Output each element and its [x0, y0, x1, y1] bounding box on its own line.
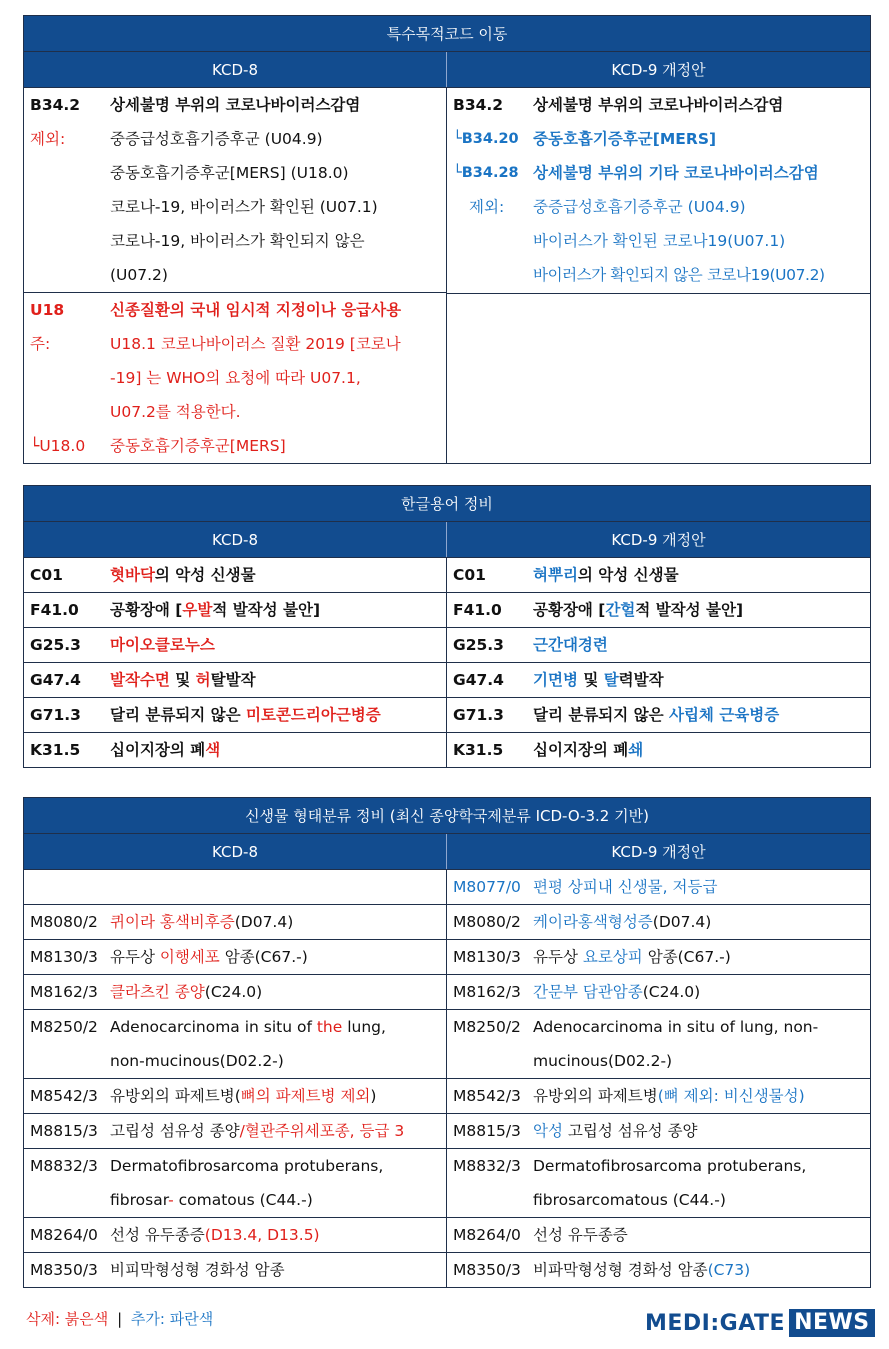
term-line [110, 1183, 446, 1217]
kcd8-cell [24, 1253, 447, 1288]
korean-terms-table [23, 485, 871, 768]
table-row [24, 1114, 871, 1149]
term-line [533, 940, 870, 974]
kcd9-cell [447, 1010, 871, 1079]
code: M8162/3 [30, 983, 98, 1001]
term [533, 1253, 870, 1287]
kcd8-cell [24, 558, 447, 593]
kcd8-cell [24, 905, 447, 940]
exclusion-line: 중증급성호흡기증후군 (U04.9) [533, 198, 746, 216]
subcode: └B34.28 [453, 165, 519, 181]
note-line: U18.1 코로나바이러스 질환 2019 [코로나 [110, 335, 401, 353]
code: M8815/3 [453, 1122, 521, 1140]
kcd9-cell [447, 733, 871, 768]
kcd9-cell [447, 663, 871, 698]
term-text: 의 악성 신생물 [577, 566, 679, 584]
term [110, 1079, 446, 1113]
term-text: 고립성 섬유성 종양 [562, 1122, 698, 1140]
term [110, 1010, 446, 1078]
kcd8-cell [24, 593, 447, 628]
term-text: 선성 유두종증 [110, 1226, 205, 1244]
table-row [24, 698, 871, 733]
deleted-term: (D13.4, D13.5) [204, 1226, 320, 1244]
kcd9-b34-cell [447, 88, 871, 464]
term-text: (C24.0) [204, 983, 263, 1001]
term-text: 고립성 섬유성 종양 [110, 1122, 240, 1140]
term [533, 870, 870, 904]
term [533, 1218, 870, 1252]
subcode: └B34.20 [453, 131, 519, 147]
term-line [110, 1044, 446, 1078]
exclusion-label: 제외: [30, 130, 66, 148]
column-header-kcd9: KCD-9 개정안 [447, 834, 871, 870]
term [533, 593, 870, 627]
term-text: 유두상 [533, 948, 583, 966]
code: G25.3 [30, 636, 81, 654]
term [110, 698, 446, 732]
entry [447, 698, 870, 732]
kcd9-cell [447, 1218, 871, 1253]
exclusion-line: 중증급성호흡기증후군 (U04.9) [110, 130, 323, 148]
term-line [110, 905, 446, 939]
kcd8-u18-cell [24, 293, 447, 464]
entry [24, 663, 446, 697]
code: G71.3 [30, 706, 81, 724]
legend-added: 추가: 파란색 [130, 1310, 214, 1328]
exclusion-label: 제외: [469, 198, 505, 216]
added-term: 탈 [603, 671, 619, 689]
added-term: 케이라홍색형성증 [533, 913, 653, 931]
code: U18 [30, 301, 65, 319]
column-header-kcd9: KCD-9 개정안 [447, 522, 871, 558]
term-text: 달리 분류되지 않은 [533, 706, 669, 724]
code: M8264/0 [453, 1226, 521, 1244]
table-row [24, 1149, 871, 1218]
term-text: ) [370, 1087, 377, 1105]
code-name: 신종질환의 국내 임시적 지정이나 응급사용 [110, 301, 402, 319]
table-row [24, 628, 871, 663]
code: B34.2 [30, 96, 81, 114]
term-line [110, 1253, 446, 1287]
code: M8542/3 [453, 1087, 521, 1105]
added-term: 근간대경련 [533, 636, 608, 654]
entry [447, 1010, 870, 1078]
deleted-term: 혓바닥 [110, 566, 155, 584]
added-term: 간문부 담관암종 [533, 983, 643, 1001]
term-line [533, 1010, 870, 1044]
code: K31.5 [30, 741, 81, 759]
code-name: 상세불명 부위의 코로나바이러스감염 [110, 96, 361, 114]
deleted-term: 색 [205, 741, 221, 759]
table-row [24, 558, 871, 593]
term-text: 십이지장의 폐 [533, 741, 629, 759]
legend-deleted: 삭제: 붉은색 [26, 1310, 109, 1328]
entry [24, 593, 446, 627]
table-row [24, 1079, 871, 1114]
term [110, 905, 446, 939]
term-line [533, 870, 870, 904]
kcd9-cell [447, 1149, 871, 1218]
kcd8-cell [24, 663, 447, 698]
subcode-name: 중동호흡기증후군[MERS] [533, 130, 717, 148]
term [533, 628, 870, 662]
term [110, 1149, 446, 1217]
entry [24, 628, 446, 662]
entry [24, 1114, 446, 1148]
kcd8-cell [24, 698, 447, 733]
table-row [24, 870, 871, 905]
entry [24, 1010, 446, 1078]
term [533, 663, 870, 697]
code: M8130/3 [453, 948, 521, 966]
entry [24, 1079, 446, 1113]
kcd9-cell [447, 628, 871, 663]
code: G25.3 [453, 636, 504, 654]
kcd8-cell [24, 628, 447, 663]
term-text: 선성 유두종증 [533, 1226, 628, 1244]
term-text: Adenocarcinoma in situ of lung, non- [533, 1018, 819, 1036]
term-line [533, 1149, 870, 1183]
kcd9-cell [447, 1253, 871, 1288]
term [533, 905, 870, 939]
term-text: Dermatofibrosarcoma protuberans, [110, 1157, 384, 1175]
term [110, 663, 446, 697]
term [533, 733, 870, 767]
term-line [110, 1218, 446, 1252]
table-row [24, 1253, 871, 1288]
deleted-term: 우발 [182, 601, 213, 619]
deleted-term: 허 [195, 671, 211, 689]
kcd9-cell [447, 593, 871, 628]
kcd8-cell [24, 1218, 447, 1253]
kcd9-cell [447, 975, 871, 1010]
code: C01 [453, 566, 486, 584]
term [110, 1218, 446, 1252]
kcd8-cell [24, 1149, 447, 1218]
term-text: 공황장애 [ [533, 601, 606, 619]
code: F41.0 [453, 601, 502, 619]
exclusion-line: 바이러스가 확인되지 않은 코로나19(U07.2) [533, 266, 825, 284]
code: B34.2 [453, 96, 504, 114]
kcd9-cell [447, 940, 871, 975]
term-text: 유방외의 파제트병 [533, 1087, 658, 1105]
entry [447, 1218, 870, 1252]
term [110, 975, 446, 1009]
deleted-term: 퀴이라 홍색비후증 [110, 913, 235, 931]
table-row [24, 663, 871, 698]
term-text: 의 악성 신생물 [154, 566, 256, 584]
term-text: non-mucinous(D02.2-) [110, 1052, 284, 1070]
exclusion-line: (U07.2) [110, 266, 168, 284]
kcd9-cell [447, 698, 871, 733]
entry [447, 870, 870, 904]
table-row [24, 1218, 871, 1253]
code-name: 상세불명 부위의 코로나바이러스감염 [533, 96, 784, 114]
added-term: (C73) [707, 1261, 751, 1279]
code: F41.0 [30, 601, 79, 619]
code: M8250/2 [453, 1018, 521, 1036]
table-title: 특수목적코드 이동 [24, 16, 871, 52]
subcode-name: 상세불명 부위의 기타 코로나바이러스감염 [533, 164, 819, 182]
term-text: 탈발작 [210, 671, 256, 689]
term-text: 적 발작성 불안] [212, 601, 321, 619]
logo-text: MEDI:GATE [645, 1310, 786, 1336]
entry [447, 558, 870, 592]
term-line [533, 1183, 870, 1217]
term [533, 1114, 870, 1148]
table-row [24, 1010, 871, 1079]
entry [447, 1114, 870, 1148]
term-text: (C24.0) [642, 983, 701, 1001]
kcd8-cell [24, 940, 447, 975]
term [110, 1253, 446, 1287]
entry [447, 1253, 870, 1287]
code: M8350/3 [30, 1261, 98, 1279]
table-row [24, 733, 871, 768]
column-header-kcd8: KCD-8 [24, 522, 447, 558]
column-header-kcd9: KCD-9 개정안 [447, 52, 871, 88]
added-term: 간헐 [605, 601, 636, 619]
term-line [533, 1218, 870, 1252]
exclusion-line: 코로나-19, 바이러스가 확인된 (U07.1) [110, 198, 378, 216]
term-text: 십이지장의 폐 [110, 741, 206, 759]
term-text: (D07.4) [652, 913, 712, 931]
table-row [24, 593, 871, 628]
term-line [533, 1114, 870, 1148]
code: M8130/3 [30, 948, 98, 966]
deleted-term: 발작수면 [110, 671, 170, 689]
added-term: 기면병 [533, 671, 578, 689]
added-term: 쇄 [628, 741, 644, 759]
term-line [533, 1079, 870, 1113]
term-line [110, 1010, 446, 1044]
code: M8080/2 [30, 913, 98, 931]
term-text: (D07.4) [234, 913, 294, 931]
deleted-term: 클라츠킨 종양 [110, 983, 205, 1001]
table-title: 한글용어 정비 [24, 486, 871, 522]
term [533, 698, 870, 732]
entry [447, 1079, 870, 1113]
term [110, 628, 446, 662]
added-term: 혀뿌리 [533, 566, 578, 584]
term-text: 암종(C67.-) [219, 948, 308, 966]
term-text: 유두상 [110, 948, 160, 966]
table-row [24, 975, 871, 1010]
code: M8264/0 [30, 1226, 98, 1244]
term-text: mucinous(D02.2-) [533, 1052, 673, 1070]
deleted-term: - [168, 1191, 174, 1209]
entry [447, 975, 870, 1009]
term [533, 1149, 870, 1217]
exclusion-line: 중동호흡기증후군[MERS] (U18.0) [110, 164, 349, 182]
added-term: 악성 [533, 1122, 563, 1140]
term-line [110, 1149, 446, 1183]
entry [447, 628, 870, 662]
added-term: (뼈 제외: 비신생물성) [657, 1087, 805, 1105]
term-text: 암종(C67.-) [642, 948, 731, 966]
neoplasm-morphology-table [23, 797, 871, 1288]
deleted-term: 마이오클로누스 [110, 636, 215, 654]
deleted-term: /혈관주위세포종, 등급 3 [239, 1122, 405, 1140]
term-text: 유방외의 파제트병( [110, 1087, 241, 1105]
term-text: 공황장애 [ [110, 601, 183, 619]
term-text: 및 [577, 671, 604, 689]
kcd8-cell [24, 1010, 447, 1079]
added-term: 사립체 근육병증 [668, 706, 780, 724]
term-text: Dermatofibrosarcoma protuberans, [533, 1157, 807, 1175]
kcd9-cell [447, 1114, 871, 1149]
term-line [110, 975, 446, 1009]
term-text: 비파막형성형 경화성 암종 [533, 1261, 708, 1279]
term-line [533, 975, 870, 1009]
legend-separator: | [117, 1310, 123, 1328]
entry [24, 733, 446, 767]
entry [24, 1218, 446, 1252]
term-text: 력발작 [618, 671, 664, 689]
term-line [533, 1253, 870, 1287]
code: M8162/3 [453, 983, 521, 1001]
entry [24, 698, 446, 732]
added-term: 요로상피 [582, 948, 643, 966]
kcd9-cell [447, 1079, 871, 1114]
entry [24, 905, 446, 939]
table-row [24, 940, 871, 975]
term-line [533, 1044, 870, 1078]
term-line [110, 1079, 446, 1113]
entry [447, 1149, 870, 1217]
exclusion-line: 바이러스가 확인된 코로나19(U07.1) [533, 232, 786, 250]
medigate-news-logo [645, 1309, 875, 1337]
subcode-name: 중동호흡기증후군[MERS] [110, 437, 286, 455]
code: M8077/0 [453, 878, 521, 896]
entry [24, 558, 446, 592]
code: M8815/3 [30, 1122, 98, 1140]
term [533, 1079, 870, 1113]
kcd9-cell [447, 558, 871, 593]
kcd8-cell [24, 1114, 447, 1149]
entry [447, 663, 870, 697]
term-text: 비피막형성형 경화성 암종 [110, 1261, 285, 1279]
code: M8832/3 [453, 1157, 521, 1175]
code: M8542/3 [30, 1087, 98, 1105]
term [533, 975, 870, 1009]
code: G47.4 [453, 671, 504, 689]
code: C01 [30, 566, 63, 584]
code: G47.4 [30, 671, 81, 689]
entry [447, 905, 870, 939]
deleted-term: the [316, 1018, 343, 1036]
special-purpose-code-table [23, 15, 871, 464]
term [110, 593, 446, 627]
column-header-kcd8: KCD-8 [24, 834, 447, 870]
entry [447, 593, 870, 627]
entry [447, 940, 870, 974]
kcd8-cell [24, 1079, 447, 1114]
note-label: 주: [30, 335, 51, 353]
term [533, 940, 870, 974]
deleted-term: 미토콘드리아근병증 [245, 706, 381, 724]
term [533, 1010, 870, 1078]
deleted-term: 이행세포 [159, 948, 220, 966]
note-line: U07.2를 적용한다. [110, 403, 241, 421]
term-text: fibrosarcomatous (C44.-) [533, 1191, 726, 1209]
kcd9-cell [447, 905, 871, 940]
logo-news-box: NEWS [789, 1309, 875, 1337]
kcd8-b34-cell [24, 88, 447, 293]
term [110, 733, 446, 767]
code: K31.5 [453, 741, 504, 759]
term-text: 달리 분류되지 않은 [110, 706, 246, 724]
entry [24, 1149, 446, 1217]
term [533, 558, 870, 592]
added-term: 편평 상피내 신생물, 저등급 [533, 878, 718, 896]
note-line: -19] 는 WHO의 요청에 따라 U07.1, [110, 369, 361, 387]
term [110, 940, 446, 974]
term-text: 적 발작성 불안] [635, 601, 744, 619]
term-text: lung, [342, 1018, 386, 1036]
subcode: └U18.0 [30, 437, 86, 455]
deleted-term: 뼈의 파제트병 제외 [240, 1087, 371, 1105]
kcd9-cell [447, 870, 871, 905]
column-header-kcd8: KCD-8 [24, 52, 447, 88]
term-text: comatous (C44.-) [173, 1191, 313, 1209]
term-text: fibrosar [110, 1191, 169, 1209]
code: M8080/2 [453, 913, 521, 931]
entry [24, 940, 446, 974]
term [110, 1114, 446, 1148]
term-line [110, 940, 446, 974]
exclusion-line: 코로나-19, 바이러스가 확인되지 않은 [110, 232, 365, 250]
code: G71.3 [453, 706, 504, 724]
code: M8250/2 [30, 1018, 98, 1036]
legend [26, 1308, 213, 1329]
term [110, 558, 446, 592]
code: M8350/3 [453, 1261, 521, 1279]
table-row [24, 905, 871, 940]
term-line [533, 905, 870, 939]
entry [447, 733, 870, 767]
kcd8-cell [24, 870, 447, 905]
term-line [110, 1114, 446, 1148]
kcd8-cell [24, 733, 447, 768]
term-text: Adenocarcinoma in situ of [110, 1018, 317, 1036]
entry [24, 975, 446, 1009]
kcd8-cell [24, 975, 447, 1010]
term-text: 및 [169, 671, 196, 689]
table-title: 신생물 형태분류 정비 (최신 종양학국제분류 ICD-O-3.2 기반) [24, 798, 871, 834]
entry [24, 1253, 446, 1287]
code: M8832/3 [30, 1157, 98, 1175]
